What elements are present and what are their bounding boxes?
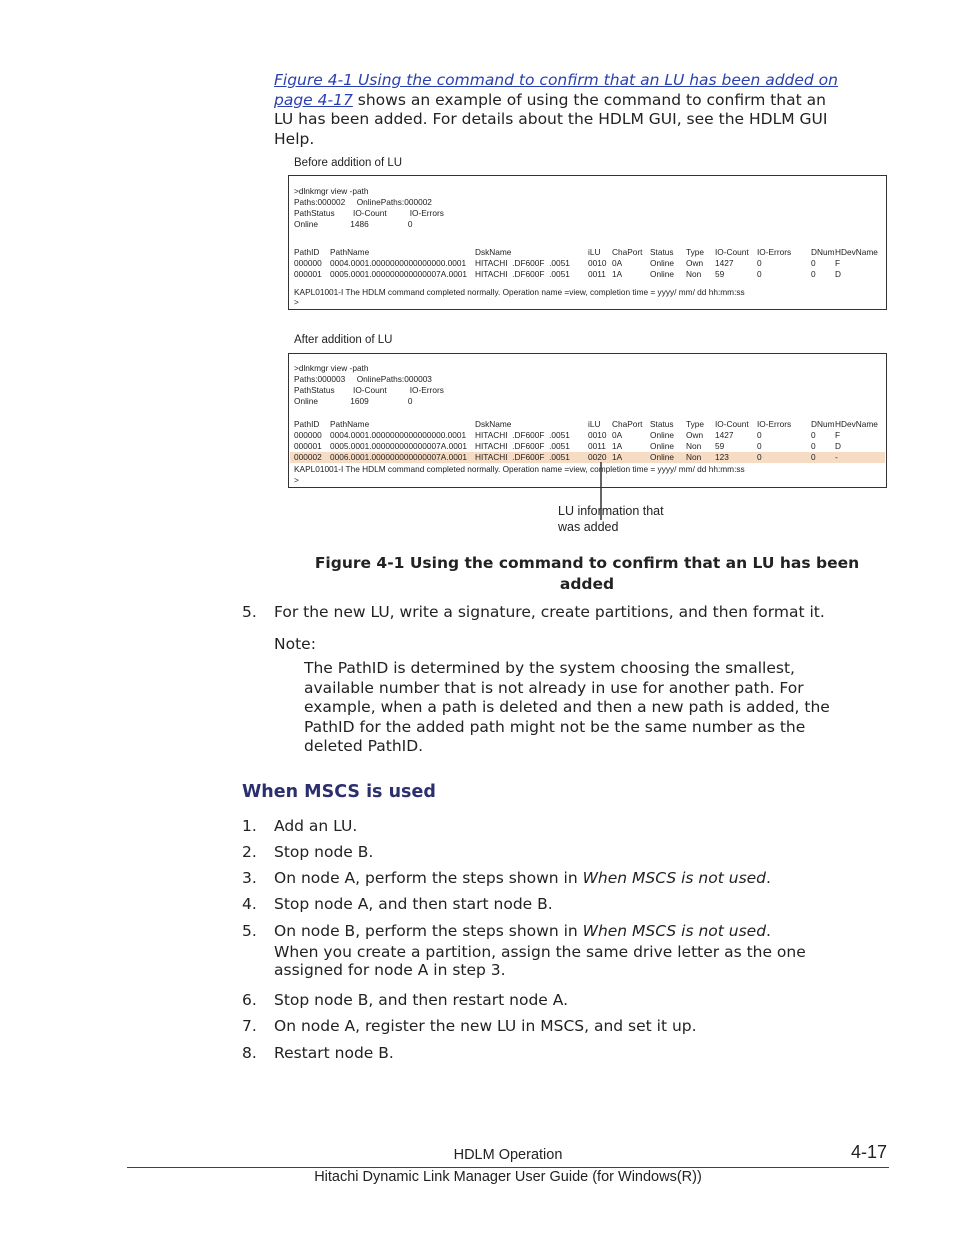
mscs-step-5-pre: On node B, perform the steps shown in xyxy=(274,922,583,940)
before-label: Before addition of LU xyxy=(294,157,403,169)
before-table-cell: 0 xyxy=(757,258,762,268)
after-table-cell: 000000 xyxy=(294,430,322,440)
step-5-text: For the new LU, write a signature, create partitions, and then format it. xyxy=(274,603,825,621)
after-table-cell: 0004.0001.0000000000000000.0001 xyxy=(330,430,467,440)
mscs-step-3-text xyxy=(274,869,771,889)
after-table-cell: 0 xyxy=(811,452,816,462)
figure-link[interactable]: Figure 4-1 Using the command to confirm that an LU has been added on xyxy=(274,71,838,89)
after-table-cell: 0020 xyxy=(588,452,607,462)
intro-line-1 xyxy=(274,71,894,91)
callout-text xyxy=(558,504,664,535)
before-status-values: Online 1486 0 xyxy=(294,219,413,229)
figure-link-page[interactable]: page 4-17 xyxy=(274,90,353,109)
intro-line-2-rest: shows an example of using the command to confirm that an xyxy=(352,90,826,109)
callout-line-2: was added xyxy=(558,519,619,534)
after-table-cell: Non xyxy=(686,441,702,451)
before-path-table xyxy=(294,247,881,283)
mscs-step-1-number: 1. xyxy=(242,817,257,835)
footer-guide-title: Hitachi Dynamic Link Manager User Guide (for Windows(R)) xyxy=(314,1169,702,1185)
before-table-cell: 0011 xyxy=(588,269,606,279)
before-table-cell: 0005.0001.000000000000007A.0001 xyxy=(330,269,468,279)
after-screen xyxy=(288,353,887,488)
before-column-header: DNum xyxy=(811,247,835,257)
after-table-cell: Own xyxy=(686,430,704,440)
mscs-step-7-number: 7. xyxy=(242,1017,257,1035)
after-column-header: iLU xyxy=(588,419,601,429)
after-column-header: PathID xyxy=(294,419,320,429)
after-table-cell: 1427 xyxy=(715,430,734,440)
after-header-row xyxy=(294,419,881,430)
after-kapl-message: KAPL01001-I The HDLM command completed normally. Operation name =view, completion time = yyyy/ mm/ dd hh:mm:ss xyxy=(294,464,745,474)
footer-rule xyxy=(127,1167,889,1168)
after-table-cell: 0010 xyxy=(588,430,607,440)
before-column-header: HDevName xyxy=(835,247,878,257)
after-table-cell: - xyxy=(835,452,838,462)
note-line-2: available number that is not already in use for another path. For xyxy=(304,678,804,697)
after-column-header: Type xyxy=(686,419,704,429)
after-column-header: ChaPort xyxy=(612,419,643,429)
after-table-cell: 000001 xyxy=(294,441,322,451)
mscs-step-6-text: Stop node B, and then restart node A. xyxy=(274,991,569,1009)
before-table-cell: 0010 xyxy=(588,258,607,268)
intro-line-4: Help. xyxy=(274,129,315,148)
before-table-cell: Online xyxy=(650,269,674,279)
intro-paragraph xyxy=(274,71,894,149)
mscs-step-2-text: Stop node B. xyxy=(274,843,374,861)
after-table-cell: 0 xyxy=(757,452,762,462)
after-table-cell: 0 xyxy=(811,441,816,451)
before-status-header: PathStatus IO-Count IO-Errors xyxy=(294,208,444,218)
after-table-cell: HITACHI .DF600F .0051 xyxy=(475,430,570,440)
after-table-cell: 123 xyxy=(715,452,729,462)
before-table-cell: Own xyxy=(686,258,704,268)
before-table-cell: D xyxy=(835,269,841,279)
footer-page-number: 4-17 xyxy=(851,1142,888,1162)
note-line-1: The PathID is determined by the system choosing the smallest, xyxy=(304,659,795,677)
after-table-cell: 0A xyxy=(612,430,623,440)
mscs-step-5-extra-1: When you create a partition, assign the same drive letter as the one xyxy=(274,942,806,961)
after-column-header: IO-Count xyxy=(715,419,749,429)
after-column-header: Status xyxy=(650,419,674,429)
after-table-cell: F xyxy=(835,430,841,440)
after-table-cell: 1A xyxy=(612,441,623,451)
before-table-cell: 59 xyxy=(715,269,725,279)
before-table-cell: Non xyxy=(686,269,702,279)
after-table-cell: 1A xyxy=(612,452,623,462)
mscs-step-3-ref: When MSCS is not used xyxy=(582,869,767,887)
after-table-cell: Online xyxy=(650,430,674,440)
intro-line-3: LU has been added. For details about the HDLM GUI, see the HDLM GUI xyxy=(274,110,828,129)
after-table-cell: 000002 xyxy=(294,452,322,462)
before-table-cell: 0A xyxy=(612,258,623,268)
after-table-cell: 59 xyxy=(715,441,725,451)
before-prompt: > xyxy=(294,297,299,307)
before-kapl-message: KAPL01001-I The HDLM command completed normally. Operation name =view, completion time = yyyy/ mm/ dd hh:mm:ss xyxy=(294,287,745,297)
before-table-cell: F xyxy=(835,258,841,268)
after-column-header: DNum xyxy=(811,419,835,429)
after-table-row xyxy=(294,452,881,463)
before-table-cell: 1A xyxy=(612,269,623,279)
after-paths: Paths:000003 OnlinePaths:000003 xyxy=(294,374,432,384)
before-column-header: PathName xyxy=(330,247,370,257)
after-column-header: PathName xyxy=(330,419,370,429)
before-column-header: Status xyxy=(650,247,674,257)
callout-line-1: LU information that xyxy=(558,504,664,518)
caption-line-2: added xyxy=(559,575,615,593)
mscs-step-3-post: . xyxy=(766,869,771,887)
before-column-header: IO-Count xyxy=(715,247,749,257)
before-paths: Paths:000002 OnlinePaths:000002 xyxy=(294,197,432,207)
before-table-cell: 1427 xyxy=(715,258,734,268)
mscs-step-1-text: Add an LU. xyxy=(274,817,358,835)
after-table-cell: 0006.0001.000000000000007A.0001 xyxy=(330,452,468,462)
mscs-step-3-number: 3. xyxy=(242,869,257,887)
after-table-cell: Online xyxy=(650,441,674,451)
footer-section: HDLM Operation xyxy=(453,1147,563,1163)
mscs-step-5-post: . xyxy=(766,922,771,940)
step-5-number: 5. xyxy=(242,603,257,621)
mscs-step-5-text xyxy=(274,922,874,981)
after-table-cell: 0005.0001.000000000000007A.0001 xyxy=(330,441,468,451)
before-header-row xyxy=(294,247,881,258)
mscs-step-5-extra-2: assigned for node A in step 3. xyxy=(274,961,506,980)
figure-caption xyxy=(300,553,874,595)
after-status-header: PathStatus IO-Count IO-Errors xyxy=(294,385,444,395)
intro-line-2 xyxy=(274,91,894,111)
after-table-cell: D xyxy=(835,441,841,451)
mscs-step-5-main xyxy=(274,922,874,942)
before-cmd: >dlnkmgr view -path xyxy=(294,186,369,196)
before-screen xyxy=(288,175,887,310)
mscs-step-6-number: 6. xyxy=(242,991,257,1009)
before-column-header: PathID xyxy=(294,247,320,257)
before-table-cell: Online xyxy=(650,258,674,268)
section-heading: When MSCS is used xyxy=(242,782,436,802)
after-table-cell: HITACHI .DF600F .0051 xyxy=(475,452,570,462)
after-column-header: IO-Errors xyxy=(757,419,792,429)
after-table-cell: 0 xyxy=(757,441,762,451)
mscs-step-4-text: Stop node A, and then start node B. xyxy=(274,895,553,913)
before-column-header: DskName xyxy=(475,247,512,257)
after-column-header: HDevName xyxy=(835,419,878,429)
before-column-header: IO-Errors xyxy=(757,247,792,257)
note-line-4: PathID for the added path might not be the same number as the xyxy=(304,717,806,736)
before-table-cell: 0004.0001.0000000000000000.0001 xyxy=(330,258,467,268)
after-table-row xyxy=(294,441,881,452)
caption-line-1: Figure 4-1 Using the command to confirm that an LU has been xyxy=(314,554,860,572)
after-label: After addition of LU xyxy=(294,334,393,346)
mscs-step-3-pre: On node A, perform the steps shown in xyxy=(274,869,583,887)
before-table-cell: 000001 xyxy=(294,269,322,279)
note-label: Note: xyxy=(274,635,316,653)
mscs-step-8-number: 8. xyxy=(242,1044,257,1062)
mscs-step-5-number: 5. xyxy=(242,922,257,940)
after-table-cell: Non xyxy=(686,452,702,462)
note-body xyxy=(304,659,884,757)
before-table-cell: HITACHI .DF600F .0051 xyxy=(475,269,570,279)
before-column-header: ChaPort xyxy=(612,247,643,257)
before-column-header: iLU xyxy=(588,247,601,257)
mscs-step-5-ref: When MSCS is not used xyxy=(582,922,767,940)
note-line-5: deleted PathID. xyxy=(304,737,424,756)
after-table-cell: Online xyxy=(650,452,674,462)
after-cmd: >dlnkmgr view -path xyxy=(294,363,369,373)
after-table-row xyxy=(294,430,881,441)
before-table-cell: 000000 xyxy=(294,258,322,268)
after-table-cell: 0 xyxy=(811,430,816,440)
after-table-cell: 0 xyxy=(757,430,762,440)
note-line-3: example, when a path is deleted and then a new path is added, the xyxy=(304,698,830,717)
mscs-step-4-number: 4. xyxy=(242,895,257,913)
after-status-values: Online 1609 0 xyxy=(294,396,413,406)
before-column-header: Type xyxy=(686,247,704,257)
after-table-cell: 0011 xyxy=(588,441,606,451)
before-table-cell: HITACHI .DF600F .0051 xyxy=(475,258,570,268)
after-path-table xyxy=(294,419,881,463)
before-table-cell: 0 xyxy=(811,269,816,279)
after-table-cell: HITACHI .DF600F .0051 xyxy=(475,441,570,451)
before-table-row xyxy=(294,269,881,280)
mscs-step-7-text: On node A, register the new LU in MSCS, and set it up. xyxy=(274,1017,697,1035)
before-table-cell: 0 xyxy=(757,269,762,279)
mscs-step-2-number: 2. xyxy=(242,843,257,861)
after-prompt: > xyxy=(294,475,299,485)
before-table-row xyxy=(294,258,881,269)
mscs-step-8-text: Restart node B. xyxy=(274,1044,394,1062)
before-table-cell: 0 xyxy=(811,258,816,268)
after-column-header: DskName xyxy=(475,419,512,429)
